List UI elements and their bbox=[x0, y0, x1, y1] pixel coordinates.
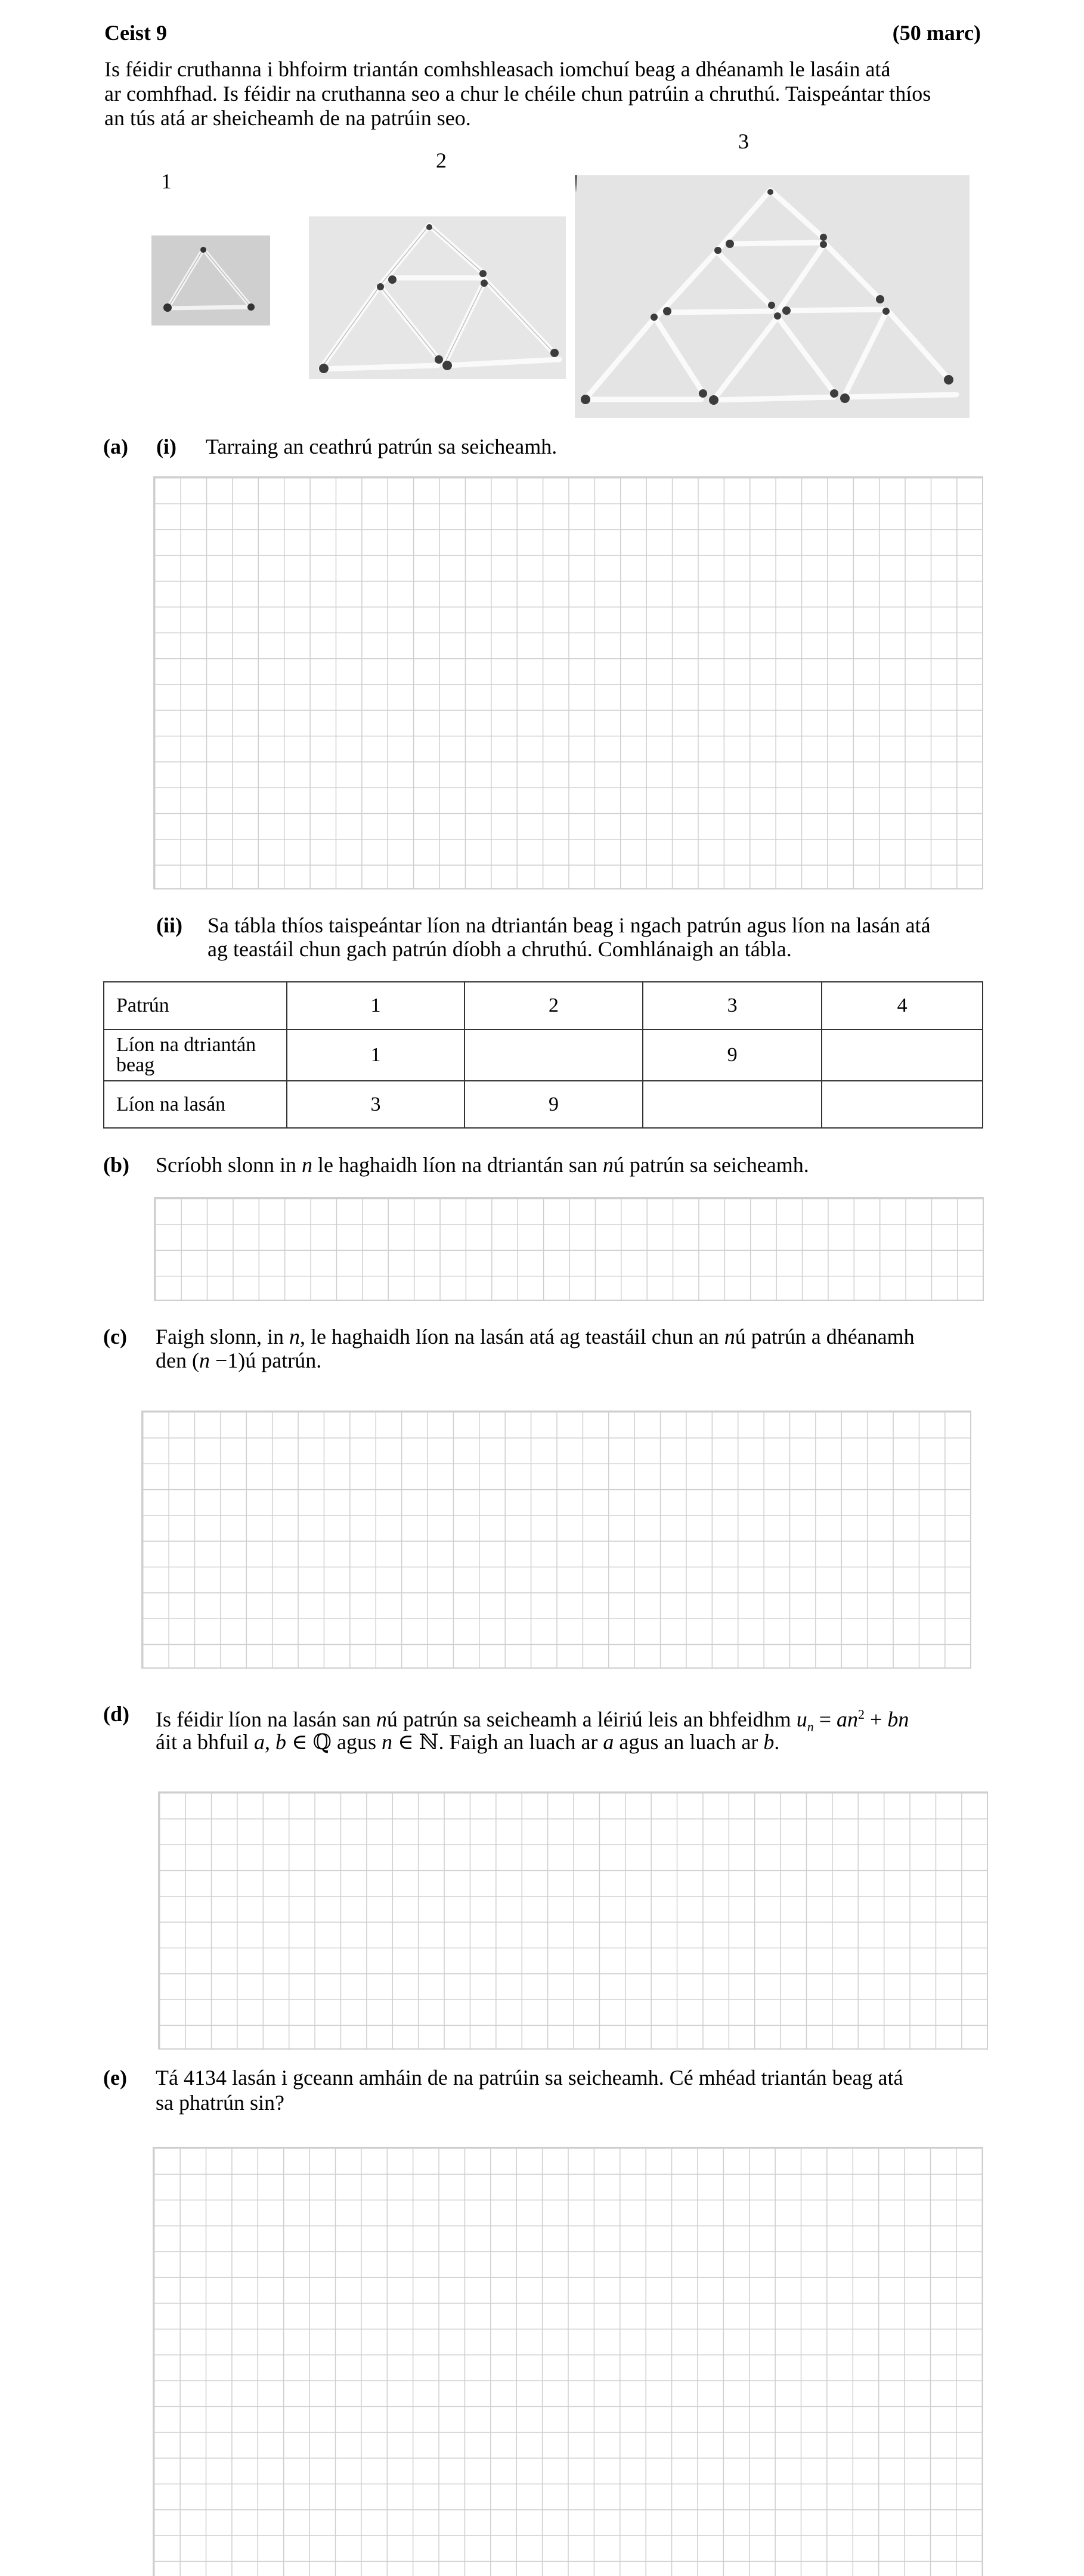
table-cell-input[interactable] bbox=[822, 1081, 983, 1128]
text-span: . bbox=[774, 1730, 780, 1754]
table-cell: 1 bbox=[287, 1030, 465, 1081]
table-header-cell: 1 bbox=[287, 982, 465, 1030]
text-span: áit a bhfuil bbox=[156, 1730, 254, 1754]
math-var-n: n bbox=[289, 1325, 301, 1349]
pattern-1-photo bbox=[151, 235, 270, 326]
text-span: le haghaidh líon na dtriantán san bbox=[312, 1153, 603, 1177]
part-e-label: (e) bbox=[103, 2066, 127, 2090]
text-span: Is féidir líon na lasán san bbox=[156, 1707, 376, 1731]
text-span: ∈ ℚ agus bbox=[286, 1730, 382, 1754]
part-c-line-1 bbox=[156, 1325, 915, 1349]
table-cell: 9 bbox=[464, 1081, 643, 1128]
text-span: ú patrún sa seicheamh. bbox=[613, 1153, 809, 1177]
part-c-line-2 bbox=[156, 1349, 321, 1373]
math-var-n: n bbox=[376, 1707, 387, 1731]
math-var-n: n bbox=[302, 1153, 313, 1177]
table-cell-input[interactable] bbox=[822, 1030, 983, 1081]
table-header-cell: Patrún bbox=[104, 982, 287, 1030]
text-span: agus an luach ar bbox=[614, 1730, 764, 1754]
part-a-i-text: Tarraing an ceathrú patrún sa seicheamh. bbox=[206, 435, 558, 458]
intro-line-1: Is féidir cruthanna i bhfoirm triantán comhshleasach iomchuí beag a dhéanamh le lasáin atá bbox=[104, 57, 891, 81]
math-equals: = bbox=[813, 1707, 837, 1731]
table-cell-input[interactable] bbox=[464, 1030, 643, 1081]
table-row-label: Líon na lasán bbox=[104, 1081, 287, 1128]
table-row bbox=[104, 1081, 983, 1128]
text-span: , le haghaidh líon na lasán atá ag teastáil chun an bbox=[300, 1325, 724, 1349]
matchstick-pattern-2-icon bbox=[309, 216, 566, 379]
part-b-label: (b) bbox=[103, 1153, 129, 1177]
marks-label: (50 marc) bbox=[892, 21, 981, 45]
text-span: den ( bbox=[156, 1349, 199, 1372]
answer-grid-a[interactable] bbox=[153, 476, 983, 889]
part-a-ii-label: (ii) bbox=[156, 913, 182, 937]
intro-line-3: an tús atá ar sheicheamh de na patrúin seo. bbox=[104, 106, 471, 130]
answer-grid-d[interactable] bbox=[158, 1791, 988, 2050]
answer-grid-e[interactable] bbox=[153, 2147, 983, 2576]
table-header-cell: 4 bbox=[822, 982, 983, 1030]
text-span: Faigh slonn, in bbox=[156, 1325, 290, 1349]
pattern-table bbox=[103, 981, 983, 1129]
text-span: ú patrún sa seicheamh a léiriú leis an bhfeidhm bbox=[386, 1707, 797, 1731]
math-var-b: b bbox=[275, 1730, 286, 1754]
text-span: ∈ ℕ. Faigh an luach ar bbox=[392, 1730, 603, 1754]
math-subscript: n bbox=[807, 1719, 814, 1735]
part-a-ii-line-1: Sa tábla thíos taispeántar líon na dtriantán beag i ngach patrún agus líon na lasán atá bbox=[207, 913, 931, 937]
formula bbox=[796, 1707, 909, 1735]
matchstick-triangle-icon bbox=[151, 235, 270, 326]
math-var-n: n bbox=[602, 1153, 614, 1177]
math-var-a: a bbox=[253, 1730, 265, 1754]
table-row bbox=[104, 1030, 983, 1081]
part-d-line-2 bbox=[156, 1730, 779, 1754]
intro-line-2: ar comhfhad. Is féidir na cruthanna seo a chur le chéile chun patrúin a chruthú. Taispeántar thíos bbox=[104, 82, 931, 106]
pattern-3-label: 3 bbox=[738, 129, 749, 153]
part-e-line-2: sa phatrún sin? bbox=[156, 2091, 284, 2115]
table-header-cell: 2 bbox=[464, 982, 643, 1030]
math-var-n: n bbox=[724, 1325, 735, 1349]
matchstick-pattern-3-icon bbox=[575, 175, 970, 418]
part-a-label: (a) bbox=[103, 435, 128, 458]
table-cell: 3 bbox=[287, 1081, 465, 1128]
table-header-cell: 3 bbox=[643, 982, 822, 1030]
math-var-n: n bbox=[199, 1349, 210, 1372]
text-span: , bbox=[264, 1730, 275, 1754]
math-var-b: b bbox=[763, 1730, 775, 1754]
math-term-an: an bbox=[837, 1707, 858, 1731]
text-span: −1)ú patrún. bbox=[209, 1349, 322, 1372]
pattern-3-photo bbox=[575, 175, 970, 418]
text-span: Scríobh slonn in bbox=[156, 1153, 302, 1177]
answer-grid-b[interactable] bbox=[154, 1197, 984, 1301]
part-d-label: (d) bbox=[103, 1702, 129, 1726]
answer-grid-c[interactable] bbox=[141, 1411, 971, 1669]
table-row-label: Líon na dtriantán beag bbox=[104, 1030, 287, 1081]
pattern-2-label: 2 bbox=[436, 148, 447, 172]
question-title: Ceist 9 bbox=[104, 21, 167, 45]
text-span: ú patrún a dhéanamh bbox=[735, 1325, 915, 1349]
part-a-ii-line-2: ag teastáil chun gach patrún díobh a chruthú. Comhlánaigh an tábla. bbox=[207, 937, 792, 961]
part-b-text bbox=[156, 1153, 809, 1177]
math-var-n: n bbox=[381, 1730, 392, 1754]
table-header-row bbox=[104, 982, 983, 1030]
part-c-label: (c) bbox=[103, 1325, 127, 1349]
table-cell: 9 bbox=[643, 1030, 822, 1081]
pattern-2-photo bbox=[309, 216, 566, 379]
table-cell-input[interactable] bbox=[643, 1081, 822, 1128]
math-term-bn: bn bbox=[887, 1707, 909, 1731]
math-plus: + bbox=[865, 1707, 888, 1731]
math-exponent: 2 bbox=[858, 1707, 865, 1722]
math-var-a: a bbox=[603, 1730, 614, 1754]
part-a-i-label: (i) bbox=[156, 435, 176, 458]
part-e-line-1: Tá 4134 lasán i gceann amháin de na patrúin sa seicheamh. Cé mhéad triantán beag atá bbox=[156, 2066, 903, 2090]
math-var-u: u bbox=[796, 1707, 807, 1731]
pattern-1-label: 1 bbox=[161, 169, 172, 193]
